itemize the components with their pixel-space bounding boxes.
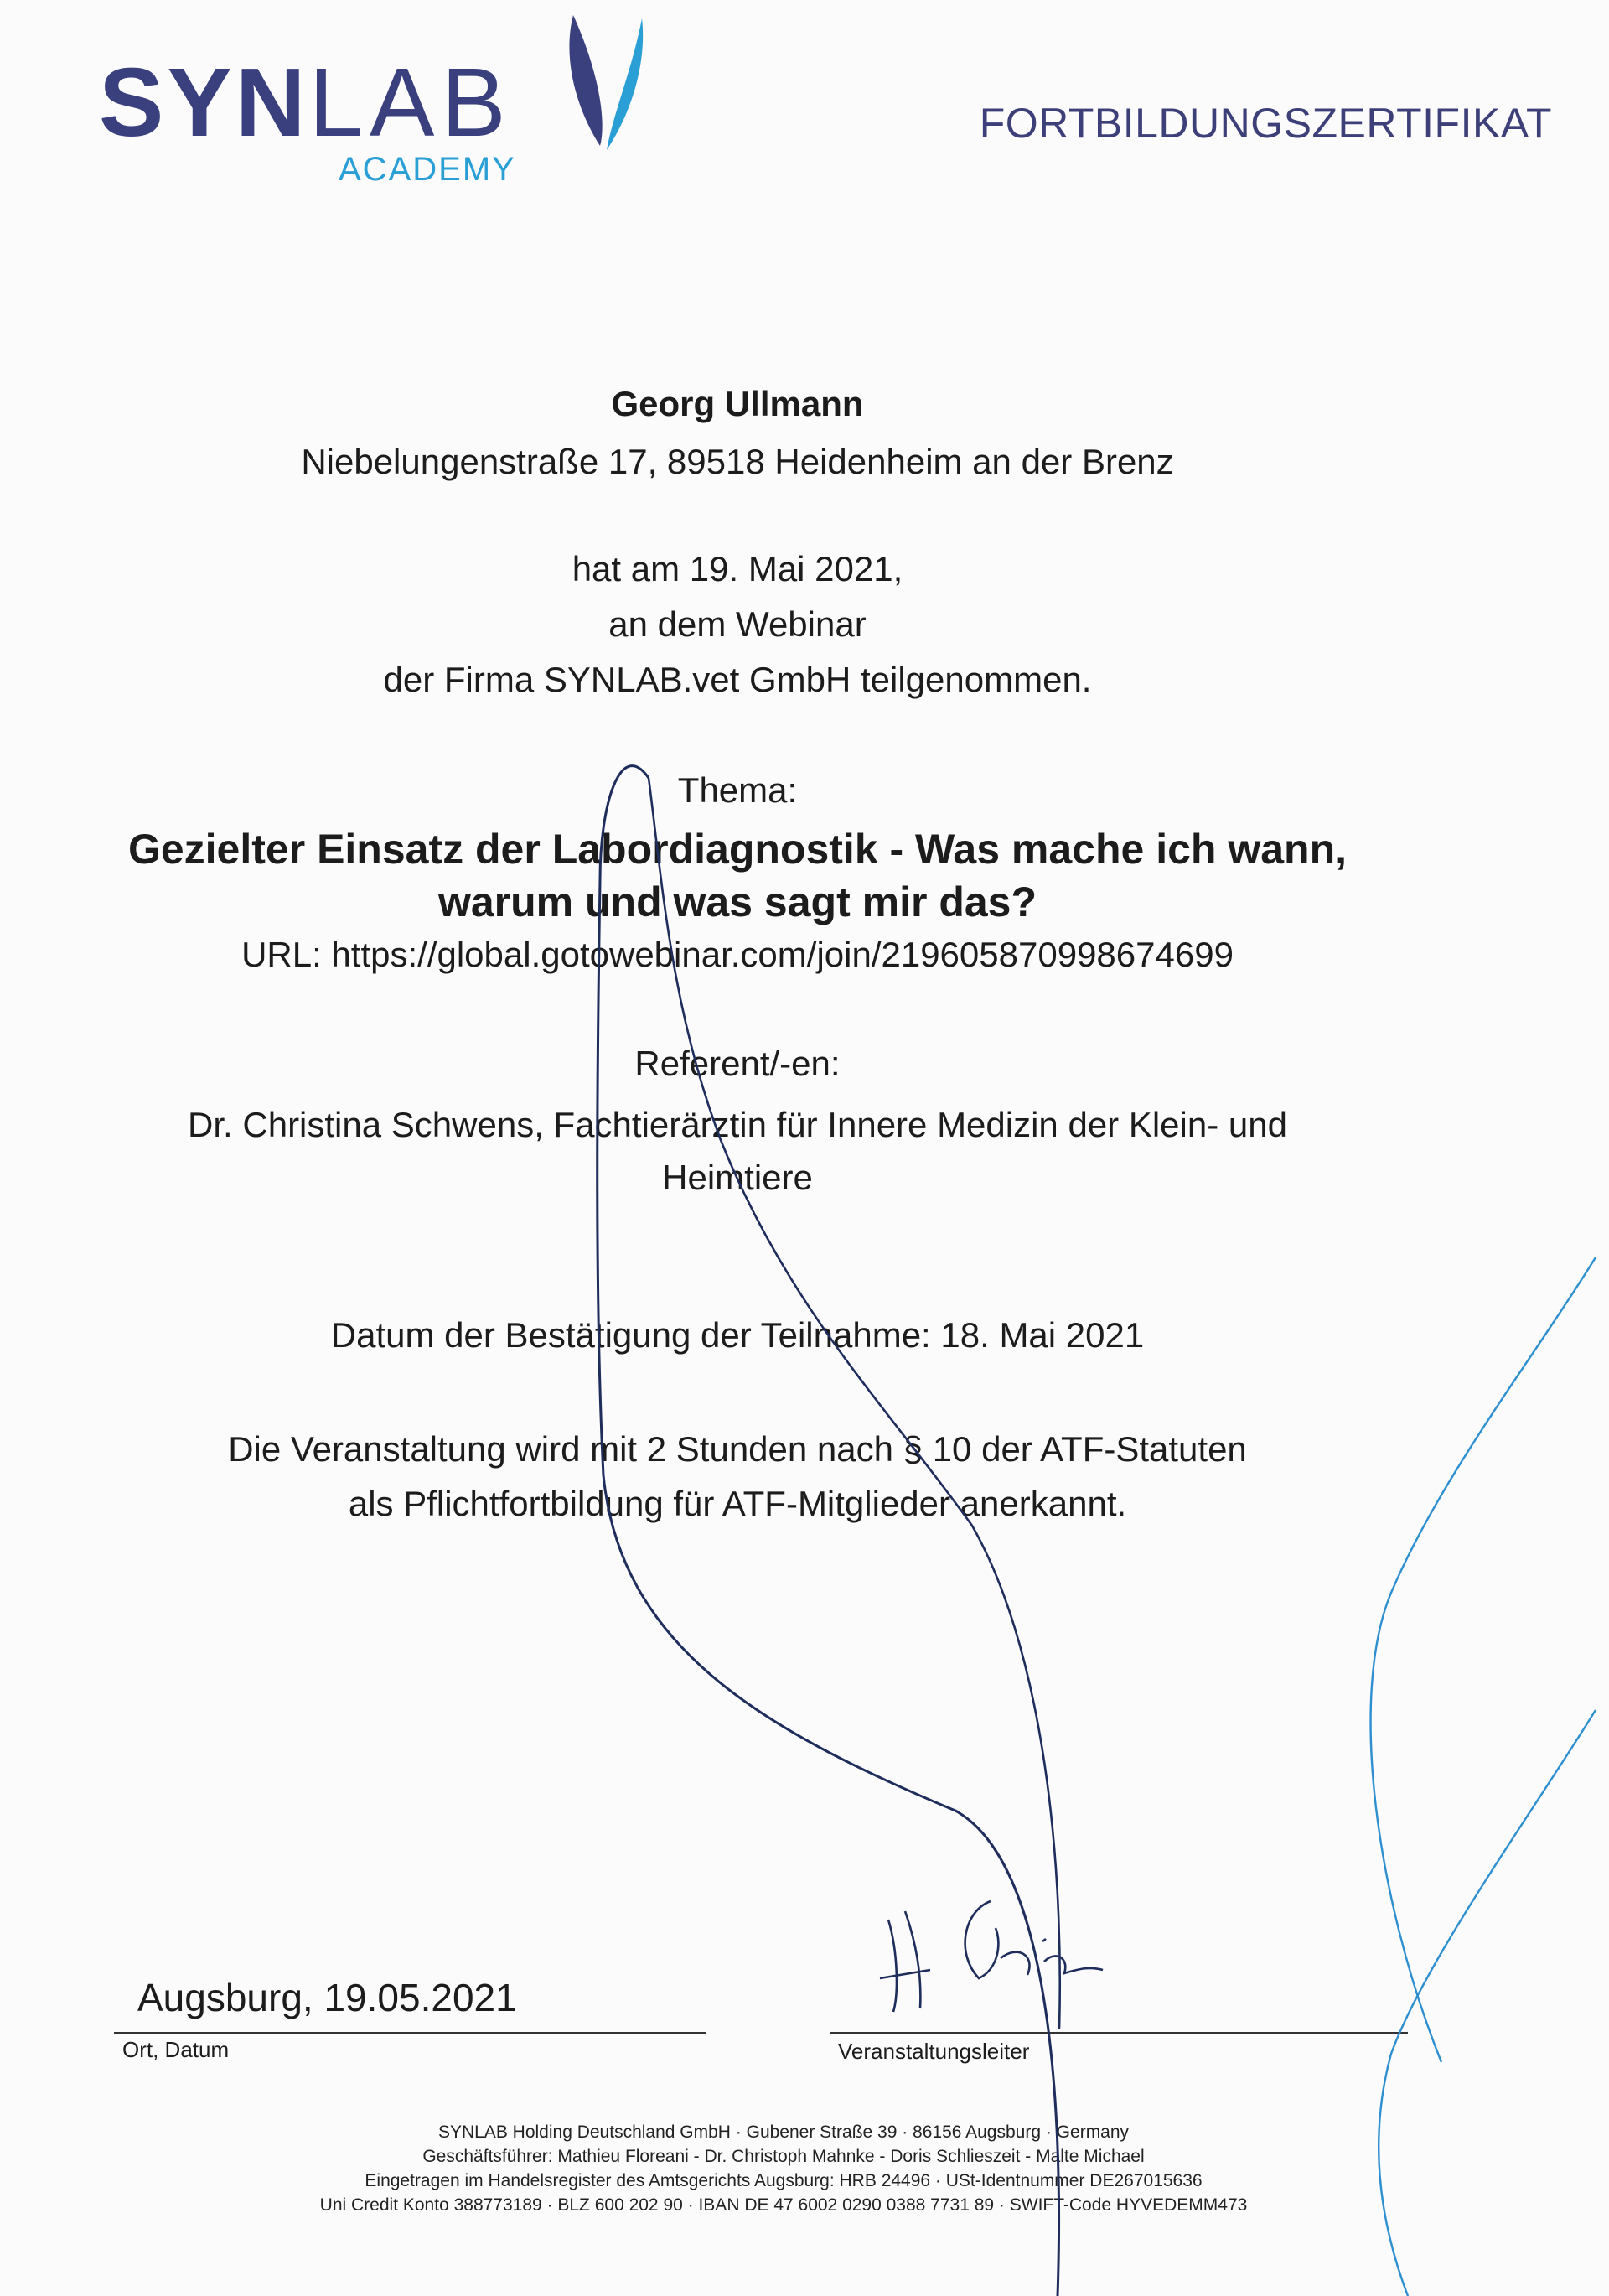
topic-label: Thema: <box>677 770 798 810</box>
footer-line-3: Eingetragen im Handelsregister des Amtsgerichts Augsburg: HRB 24496 · USt-Identnummer DE267015636 <box>365 2170 1203 2190</box>
company-footer <box>0 2121 1567 2218</box>
place-date-rule <box>114 2032 706 2034</box>
participant-address: Niebelungenstraße 17, 89518 Heidenheim an der Brenz <box>301 442 1174 481</box>
participant-name: Georg Ullmann <box>611 384 864 423</box>
attendance-webinar-line: an dem Webinar <box>608 604 867 644</box>
synlab-logo-wordmark <box>99 48 513 157</box>
attendance-company-line: der Firma SYNLAB.vet GmbH teilgenommen. <box>383 660 1092 699</box>
confirmation-date: Datum der Bestätigung der Teilnahme: 18. Mai 2021 <box>330 1315 1145 1355</box>
webinar-url: URL: https://global.gotowebinar.com/join/219605870998674699 <box>241 935 1234 974</box>
accreditation-line-1: Die Veranstaltung wird mit 2 Stunden nach § 10 der ATF-Statuten <box>228 1429 1247 1469</box>
certificate-title: FORTBILDUNGSZERTIFIKAT <box>979 100 1552 147</box>
accreditation-statement <box>0 1422 1475 1531</box>
topic-title <box>0 823 1475 928</box>
accreditation-line-2: als Pflichtfortbildung für ATF-Mitglieder anerkannt. <box>348 1484 1127 1524</box>
signature-rule <box>830 2032 1408 2034</box>
logo-brand-light: LAB <box>308 48 513 157</box>
signature-initials <box>880 1901 1103 2012</box>
footer-line-4: Uni Credit Konto 388773189 · BLZ 600 202 90 · IBAN DE 47 6002 0290 0388 7731 89 · SWIFT-Code HYVEDEMM473 <box>319 2195 1248 2215</box>
place-date-value: Augsburg, 19.05.2021 <box>137 1976 517 2019</box>
signature-long-stroke <box>598 766 1059 2296</box>
logo-academy-label: ACADEMY <box>339 151 516 188</box>
speaker-details <box>0 1098 1475 1204</box>
attendance-date-line: hat am 19. Mai 2021, <box>572 549 903 588</box>
speaker-details-line-1: Dr. Christina Schwens, Fachtierärztin für Innere Medizin der Klein- und <box>188 1105 1287 1144</box>
place-date-label: Ort, Datum <box>122 2037 230 2062</box>
footer-line-1: SYNLAB Holding Deutschland GmbH · Gubener Straße 39 · 86156 Augsburg · Germany <box>437 2122 1130 2142</box>
topic-title-line-2: warum und was sagt mir das? <box>437 878 1037 925</box>
topic-title-line-1: Gezielter Einsatz der Labordiagnostik - Was mache ich wann, <box>127 826 1348 873</box>
synlab-swoosh-icon <box>548 12 657 154</box>
speakers-label: Referent/-en: <box>634 1044 841 1083</box>
signer-label: Veranstaltungsleiter <box>838 2039 1030 2064</box>
footer-line-2: Geschäftsführer: Mathieu Floreani - Dr. Christoph Mahnke - Doris Schlieszeit - Malte Michael <box>422 2146 1145 2166</box>
speaker-details-line-2: Heimtiere <box>662 1158 813 1197</box>
logo-brand-bold: SYN <box>99 48 309 157</box>
blue-stroke-right-upper <box>1371 1257 1596 2062</box>
